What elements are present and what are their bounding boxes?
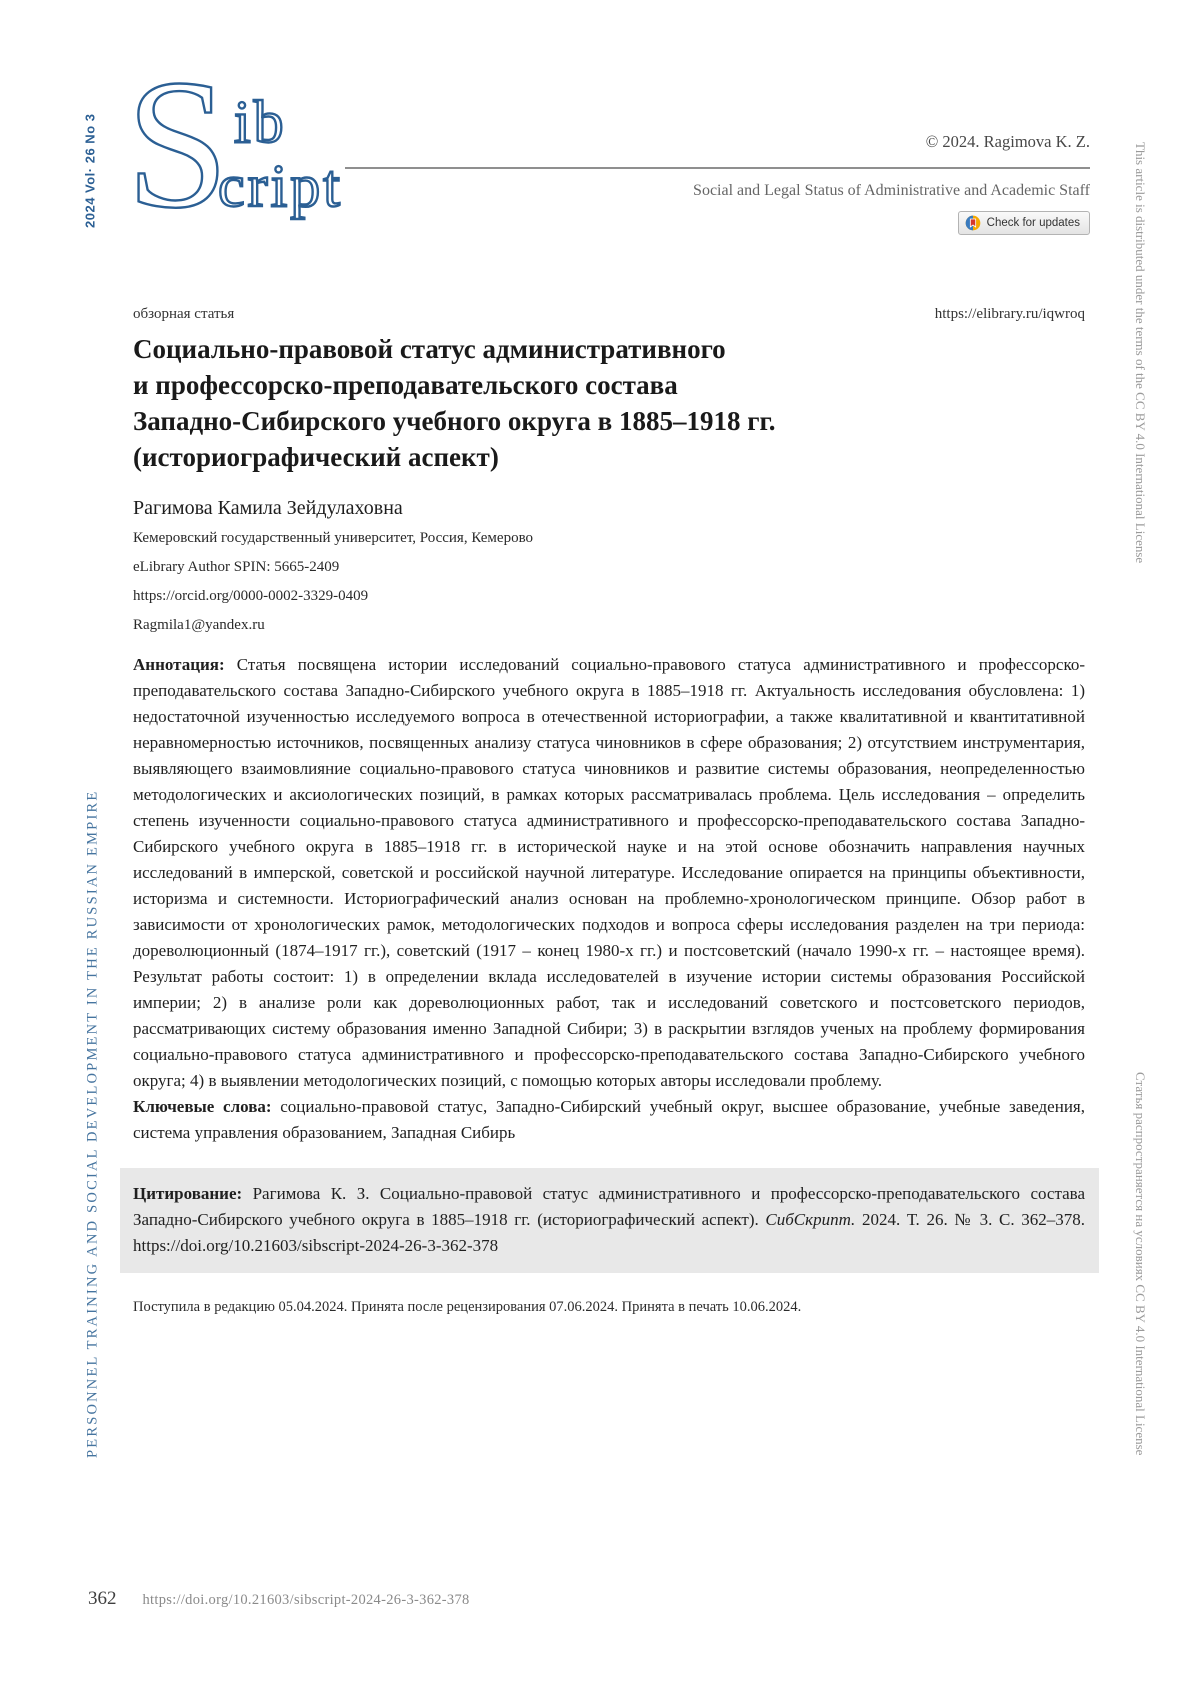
check-for-updates-button[interactable] [958, 211, 1090, 235]
section-title-vertical: PERSONNEL TRAINING AND SOCIAL DEVELOPMENT IN THE RUSSIAN EMPIRE [84, 789, 101, 1458]
title-line-4: (историографический аспект) [133, 442, 499, 472]
title-line-3: Западно-Сибирского учебного округа в 1885–1918 гг. [133, 406, 776, 436]
author-email-link[interactable]: Ragmila1@yandex.ru [133, 617, 265, 633]
author-spin: eLibrary Author SPIN: 5665-2409 [133, 559, 340, 575]
header-right [345, 132, 1090, 236]
author-orcid-link[interactable]: https://orcid.org/0000-0002-3329-0409 [133, 588, 369, 604]
received-dates-line: Поступила в редакцию 05.04.2024. Принята после рецензирования 07.06.2024. Принята в печать 10.06.2024. [133, 1299, 802, 1315]
author-affiliation: Кемеровский государственный университет, Россия, Кемерово [133, 530, 534, 546]
author-name: Рагимова Камила Зейдулаховна [133, 497, 403, 519]
elibrary-link[interactable]: https://elibrary.ru/iqwroq [934, 306, 1085, 322]
citation-journal: СибСкрипт. [765, 1210, 856, 1229]
page-number: 362 [88, 1588, 117, 1609]
keywords-text: социально-правовой статус, Западно-Сибирский учебный округ, высшее образование, учебные заведения, система управления образованием, Западная Сибирь [133, 1097, 1085, 1142]
keywords-paragraph [133, 1094, 1085, 1146]
title-line-2: и профессорско-преподавательского состава [133, 370, 678, 400]
citation-block [120, 1168, 1099, 1273]
abstract-label: Аннотация: [133, 655, 225, 674]
crossmark-icon [965, 215, 981, 231]
article-title [133, 331, 1085, 475]
copyright-line: © 2024. Ragimova K. Z. [345, 132, 1090, 169]
logo-line-top: ib [234, 89, 287, 155]
keywords-label: Ключевые слова: [133, 1097, 272, 1116]
author-meta [133, 524, 1085, 640]
footer-doi-link[interactable]: https://doi.org/10.21603/sibscript-2024-26-3-362-378 [142, 1592, 470, 1608]
citation-text-2: 2024. Т. 26. № 3. С. 362–378. https://doi.org/10.21603/sibscript-2024-26-3-362-378 [133, 1210, 1086, 1255]
check-for-updates-label: Check for updates [986, 217, 1080, 229]
page-footer [88, 1588, 470, 1610]
title-line-1: Социально-правовой статус административного [133, 334, 726, 364]
abstract-text: Статья посвящена истории исследований социально-правового статуса административного и профессорско-преподавательского состава Западно-Сибирского учебного округа в 1885–1918 гг. Актуальность исследования обусловлена: 1) недостаточной изученностью исследуемого вопроса в отечественной историографии, а также квалитативной и квантитативной неравномерностью источников, посвященных анализу статуса чиновников в сфере образования; 2) отсутствием инструментария, выявляющего взаимовлияние социально-правового статуса чиновников и развитие системы образования, неопределенностью методологических и аксиологических позиций, в рамках которых рассматривалась проблема. Цель исследования – определить степень изученности социально-правового статуса административного и профессорско-преподавательского состава Западно-Сибирского учебного округа в 1885–1918 гг. в исторической науке и на этой основе обозначить направления научных исследований в имперской, советской и российской научной литературе. Исследование опирается на принципы объективности, историзма и системности. Историографический анализ основан на проблемно-хронологическом принципе. Обзор работ в зависимости от хронологических рамок, методологических подходов и вопроса сферы исследования разделен на три периода: дореволюционный (1874–1917 гг.), советский (1917 – конец 1980-х гг.) и постсоветский (начало 1990-х гг. – настоящее время). Результат работы состоит: 1) в определении вклада исследователей в изучение истории системы образования Российской империи; 2) в анализе роли как дореволюционных работ, так и исследований советского и постсоветского периодов, рассматривающих систему образования именно Западной Сибири; 3) в раскрытии взглядов ученых на проблему формирования социально-правового статуса административного и профессорско-преподавательского состава Западно-Сибирского учебного округа; 4) в выявлении методологических позиций, с помощью которых авторы исследовали проблему. [133, 655, 1085, 1090]
abstract-block [133, 652, 1085, 1146]
sibscript-logo [126, 42, 370, 247]
article-type-label: обзорная статья [133, 306, 235, 322]
license-text-ru-vertical: Статья распространяется на условиях CC BY 4.0 International License [1133, 1072, 1148, 1456]
citation-text-1: Рагимова К. З. Социально-правовой статус административного и профессорско-преподавательского состава Западно-Сибирского учебного округа в 1885–1918 гг. (историографический аспект). [133, 1184, 1086, 1229]
logo-initial: S [126, 42, 229, 247]
logo-line-bottom: cript [218, 153, 343, 219]
article-meta-row [133, 306, 1085, 323]
running-title: Social and Legal Status of Administrative and Academic Staff [693, 182, 1090, 199]
citation-label: Цитирование: [133, 1184, 243, 1203]
license-text-en-vertical: This article is distributed under the terms of the CC BY 4.0 International License [1133, 142, 1148, 564]
article-content [133, 306, 1085, 1316]
volume-info-vertical: 2024 Vol· 26 No 3 [82, 113, 98, 228]
abstract-paragraph [133, 652, 1085, 1094]
